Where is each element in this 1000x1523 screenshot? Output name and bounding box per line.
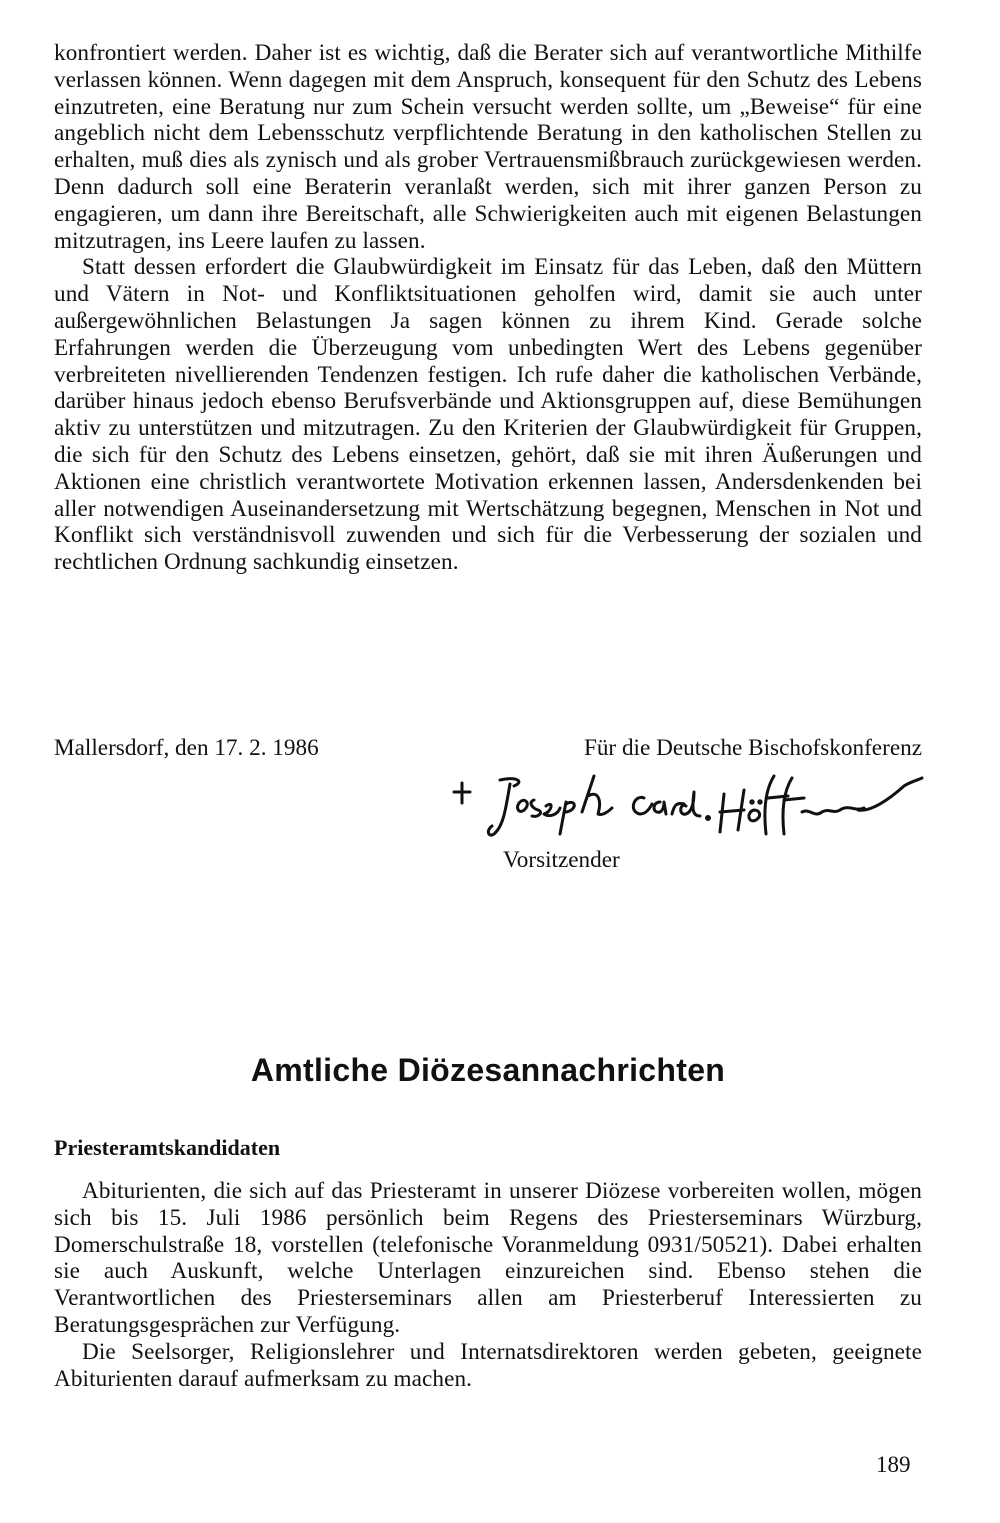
letter-paragraph-2: Statt dessen erfordert die Glaubwürdigkeit im Einsatz für das Leben, daß den Müttern und Vätern in Not- und Konfliktsituationen geholfen wird, damit sie auch unter außergewöhnlichen Belastungen Ja sagen können zu ihrem Kind. Gerade solche Erfahrungen werden die Überzeugung vom unbedingten Wert des Lebens gegenüber verbreiteten nivellierenden Tendenzen festigen. Ich rufe daher die katholischen Verbände, darüber hinaus jedoch ebenso Berufsverbände und Aktionsgruppen auf, diese Bemühungen aktiv zu unterstützen und mitzutragen. Zu den Kriterien der Glaubwürdigkeit für Gruppen, die sich für den Schutz des Lebens einsetzen, gehört, daß sie mit ihren Äußerungen und Aktionen eine christlich verantwortete Motivation erkennen lassen, Andersdenkenden bei aller notwendigen Auseinandersetzung mit Wertschätzung begegnen, Menschen in Not und Konflikt sich verständnisvoll zuwenden und sich für die Verbesserung der sozialen und rechtlichen Ordnung sachkundig einsetzen.: [54, 254, 922, 576]
letter-paragraph-1: konfrontiert werden. Daher ist es wichtig, daß die Berater sich auf verantwortliche Mithilfe verlassen können. Wenn dagegen mit dem Anspruch, konsequent für den Schutz des Lebens einzutreten, eine Beratung nur zum Schein versucht werden sollte, um „Beweise“ für eine angeblich nicht dem Lebensschutz verpflichtende Beratung in den katholischen Stellen zu erhalten, muß dies als zynisch und als grober Vertrauensmißbrauch zurückgewiesen werden. Denn dadurch soll eine Beraterin veranlaßt werden, sich mit ihrer ganzen Person zu engagieren, um dann ihre Bereitschaft, alle Schwierigkeiten auch mit eigenen Belastungen mitzutragen, ins Leere laufen zu lassen.: [54, 40, 922, 254]
signature-image: [448, 772, 928, 842]
place-date: Mallersdorf, den 17. 2. 1986: [54, 735, 319, 761]
announcement-body: [54, 1178, 922, 1392]
announcement-paragraph-2: Die Seelsorger, Religionslehrer und Internatsdirektoren werden gebeten, geeignete Abiturienten darauf aufmerksam zu machen.: [54, 1338, 922, 1392]
page-number: 189: [876, 1452, 911, 1477]
sub-title: Priesteramtskandidaten: [54, 1135, 281, 1160]
signatory-role: Vorsitzender: [503, 847, 620, 873]
section-title: Amtliche Diözesannachrichten: [250, 1052, 726, 1088]
organization: Für die Deutsche Bischofskonferenz: [583, 735, 922, 761]
letter-body: [54, 40, 922, 576]
announcement-paragraph-1: Abiturienten, die sich auf das Priesteramt in unserer Diözese vorbereiten wollen, mögen sich bis 15. Juli 1986 persönlich beim Regens des Priesterseminars Würzburg, Domerschulstraße 18, vorstellen (telefonische Voranmeldung 0931/50521). Dabei erhalten sie auch Auskunft, welche Unterlagen einzureichen sind. Ebenso stehen die Verantwortlichen des Priesterseminars allen am Priesterberuf Interessierten zu Beratungsgesprächen zur Verfügung.: [54, 1178, 922, 1338]
